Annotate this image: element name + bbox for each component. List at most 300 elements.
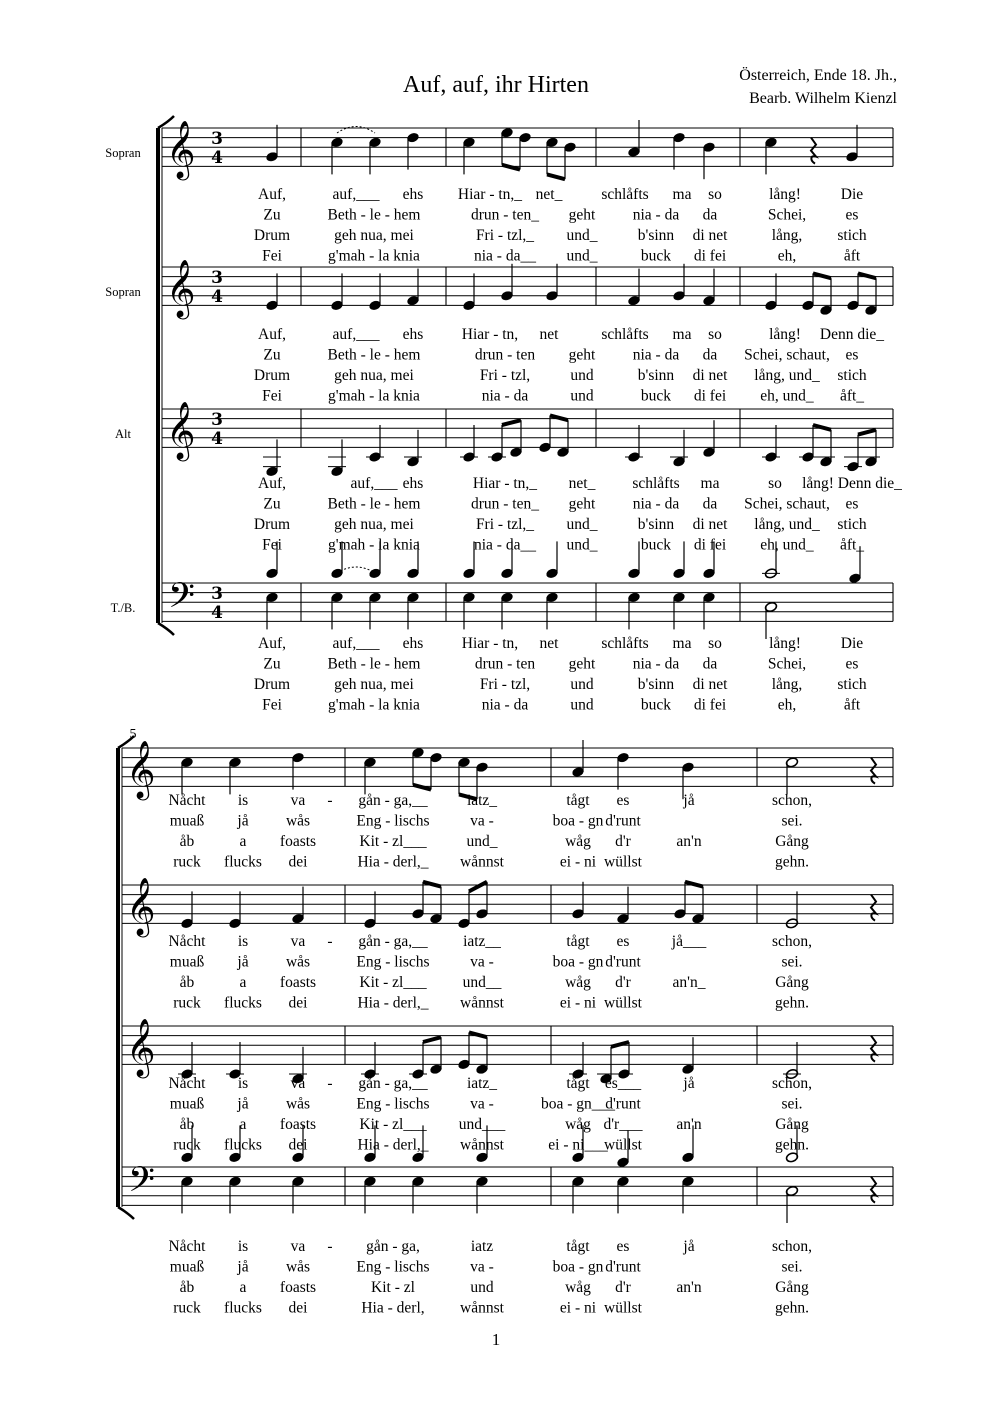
alto-note	[819, 430, 832, 468]
lyric: buck	[640, 696, 672, 714]
soprano2-note	[702, 269, 715, 307]
lyric: geh nua, mei	[334, 367, 414, 384]
lyric: stich	[837, 516, 867, 533]
soprano2-note	[571, 882, 584, 920]
lyric: va -	[470, 1258, 494, 1276]
lyric: Eng - lischs	[356, 953, 430, 971]
lyric: boa - gn	[552, 953, 604, 971]
lyric: d'runt	[605, 812, 641, 830]
bracket-bottom	[158, 623, 174, 635]
lyric: schlåfts	[601, 635, 649, 652]
soprano1-note	[571, 740, 584, 778]
lyric: Nåcht	[168, 1075, 206, 1092]
alto-note	[702, 420, 715, 458]
lyric: di net	[692, 516, 728, 533]
bass-note	[330, 592, 343, 630]
lyric: geht	[568, 495, 596, 513]
lyric: sei.	[781, 812, 803, 830]
lyric: dei	[288, 1136, 308, 1154]
beam	[469, 1032, 487, 1037]
alto-note	[556, 420, 569, 458]
beam	[813, 273, 831, 278]
lyric: tågt	[566, 1238, 590, 1255]
lyric: auf,___	[332, 326, 380, 343]
lyric: a	[239, 1116, 247, 1133]
soprano2-note	[864, 278, 877, 316]
tenor-note	[545, 541, 558, 579]
page-number: 1	[491, 1330, 501, 1349]
tenor-note	[672, 541, 685, 579]
lyric: Eng - lischs	[356, 812, 430, 830]
lyric: Hia - derl,_	[357, 853, 429, 871]
bass-note	[462, 592, 475, 630]
soprano1-note	[429, 752, 442, 790]
lyric: ma	[700, 475, 720, 492]
lyric: gehn.	[774, 1299, 810, 1317]
lyric: und__	[462, 974, 502, 991]
bass-note	[500, 592, 513, 630]
soprano1-note	[500, 127, 513, 165]
lyric: stich	[837, 676, 867, 693]
lyric: schon,	[771, 792, 813, 809]
voice-name: Alt	[115, 427, 131, 441]
soprano2-note	[228, 891, 241, 929]
beam	[502, 165, 520, 170]
lyric: lång!	[769, 635, 801, 652]
lyric: is	[237, 792, 249, 809]
lyric: Auf,	[258, 326, 286, 343]
lyric: und	[470, 1279, 494, 1296]
lyric: wånnst	[460, 1136, 504, 1154]
lyric: und_	[566, 227, 598, 244]
lyric: gån - ga,__	[358, 933, 428, 950]
treble-clef: 𝄞	[166, 401, 196, 459]
time-signature-bottom: 4	[211, 148, 223, 168]
lyric: stich	[837, 227, 867, 244]
lyric: da	[702, 346, 718, 364]
beam	[685, 882, 703, 887]
lyric: Hiar - tn,_	[457, 186, 523, 203]
lyric: muaß	[169, 812, 205, 830]
lyric: jå	[237, 812, 249, 830]
soprano2-note	[801, 273, 814, 311]
lyric: Drum	[253, 676, 291, 693]
lyric: schon,	[771, 1238, 813, 1255]
lyric: Zu	[263, 346, 281, 364]
time-signature-top: 3	[211, 584, 223, 604]
lyric: geht	[568, 206, 596, 224]
lyric: wåg	[565, 1279, 591, 1296]
lyric: di net	[692, 227, 728, 244]
lyric: jå	[237, 1258, 249, 1276]
lyric: di net	[692, 367, 728, 384]
lyric: ma	[672, 186, 692, 203]
soprano2-note	[672, 264, 685, 302]
soprano1-note	[545, 137, 558, 175]
lyric: Nåcht	[168, 792, 206, 809]
alto-note	[681, 1037, 694, 1075]
lyric: g'mah - la knia	[328, 696, 420, 714]
lyric: und_	[566, 516, 598, 533]
lyric: is	[237, 1238, 249, 1255]
treble-clef: 𝄞	[126, 1018, 156, 1076]
lyric: net	[539, 635, 559, 652]
page-title: Auf, auf, ihr Hirten	[403, 72, 589, 98]
lyric: iatz_	[466, 1075, 498, 1092]
lyric: ruck	[173, 1136, 201, 1154]
bass-note	[265, 592, 278, 630]
lyric: Gång	[775, 974, 809, 991]
lyric: Beth - le - hem	[327, 655, 421, 673]
soprano1-note	[672, 132, 685, 170]
time-signature-top: 3	[211, 410, 223, 430]
alto-note	[538, 415, 551, 453]
tenor-note	[627, 541, 640, 579]
lyric: muaß	[169, 1095, 205, 1113]
lyric: ruck	[173, 853, 201, 871]
lyric: Fei	[262, 247, 282, 265]
bass-half-note	[764, 601, 777, 639]
lyric: Kit - zl___	[359, 833, 427, 850]
bass-note	[363, 1176, 376, 1214]
lyric: wånnst	[460, 994, 504, 1012]
lyric: eh, und_	[760, 536, 814, 554]
lyric: Fri - tzl,_	[475, 227, 535, 244]
lyric: boa - gn	[552, 1258, 604, 1276]
lyric: Die	[840, 635, 864, 652]
alto-note	[509, 420, 522, 458]
treble-clef: 𝄞	[166, 120, 196, 178]
lyric: Hia - derl,	[361, 1299, 425, 1317]
lyric: foasts	[279, 974, 317, 991]
alto-note	[429, 1037, 442, 1075]
bass-note	[616, 1176, 629, 1214]
lyric: b'sinn	[637, 516, 675, 533]
composer-line-2: Bearb. Wilhelm Kienzl	[749, 90, 897, 107]
lyric: va	[290, 933, 306, 950]
lyric: Auf,	[258, 475, 286, 492]
lyric: lång,	[771, 227, 803, 244]
beam	[413, 785, 431, 790]
lyric: geh nua, mei	[334, 516, 414, 533]
lyric: Beth - le - hem	[327, 495, 421, 513]
lyric: muaß	[169, 1258, 205, 1276]
lyric: sei.	[781, 1258, 803, 1276]
lyric: jå	[237, 1095, 249, 1113]
lyric: Fei	[262, 387, 282, 405]
lyric: -	[327, 933, 333, 950]
lyric: da	[702, 495, 718, 513]
soprano2-note	[180, 891, 193, 929]
soprano2-note	[500, 264, 513, 302]
lyric: Schei, schaut,	[744, 346, 830, 364]
lyric: -	[327, 1075, 333, 1092]
lyric: buck	[640, 387, 672, 405]
lyric: da	[702, 655, 718, 673]
lyric: di fei	[693, 247, 727, 265]
time-signature-top: 3	[211, 129, 223, 149]
lyric: åb	[179, 1279, 195, 1296]
lyric: ei - ni	[559, 1299, 597, 1317]
lyric: va	[290, 1075, 306, 1092]
lyric: Zu	[263, 495, 281, 513]
lyric: tågt	[566, 933, 590, 950]
lyric: gehn.	[774, 994, 810, 1012]
lyric: di fei	[693, 696, 727, 714]
alto-note	[265, 439, 278, 477]
quarter-rest	[871, 758, 876, 784]
lyric: Kit - zl___	[359, 974, 427, 991]
soprano2-note	[411, 882, 424, 920]
lyric: Nåcht	[168, 933, 206, 950]
lyric: net_	[535, 186, 563, 203]
bass-note	[702, 592, 715, 630]
bass-note	[672, 592, 685, 630]
soprano2-note	[691, 887, 704, 925]
lyric: wånnst	[460, 853, 504, 871]
lyric: dei	[288, 1299, 308, 1317]
time-signature-bottom: 4	[211, 603, 223, 623]
lyric: b'sinn	[637, 367, 675, 384]
treble-clef: 𝄞	[126, 877, 156, 935]
lyric: so	[708, 186, 722, 203]
lyric: Hiar - tn,	[461, 635, 519, 652]
lyric: und_	[566, 247, 598, 265]
lyric: ma	[672, 326, 692, 343]
lyric: so	[768, 475, 782, 492]
lyric: di fei	[693, 387, 727, 405]
lyric: Fri - tzl,_	[475, 516, 535, 533]
lyric: Fri - tzl,	[479, 367, 531, 384]
soprano1-note	[330, 137, 343, 175]
lyric: boa - gn___	[540, 1095, 616, 1113]
soprano1-note	[457, 757, 470, 795]
lyric: Zu	[263, 206, 281, 224]
lyric: åft_	[839, 387, 865, 405]
alto-note	[864, 430, 877, 468]
lyric: Gång	[775, 833, 809, 850]
voice-name: Sopran	[105, 146, 141, 160]
soprano1-note	[368, 137, 381, 175]
lyric: nia - da	[481, 387, 529, 405]
soprano2-note	[545, 264, 558, 302]
voice-name: Sopran	[105, 285, 141, 299]
soprano1-note	[764, 137, 777, 175]
lyric: und	[570, 367, 594, 384]
lyric: åb	[179, 974, 195, 991]
lyric: schlåfts	[601, 186, 649, 203]
bass-note	[228, 1176, 241, 1214]
soprano2-note	[368, 273, 381, 311]
lyric: -	[327, 792, 333, 809]
lyric: ehs	[402, 326, 424, 343]
treble-clef: 𝄞	[166, 259, 196, 317]
lyric: gehn.	[774, 1136, 810, 1154]
soprano1-note	[563, 142, 576, 180]
lyric: b'sinn	[637, 676, 675, 693]
lyric: iatz__	[463, 933, 501, 950]
soprano2-note	[429, 887, 442, 925]
lyric: nia - da	[632, 206, 680, 224]
lyric: dei	[288, 853, 308, 871]
lyric: wüllst	[604, 994, 642, 1012]
soprano1-note	[518, 132, 531, 170]
lyric: d'runt	[605, 1095, 641, 1113]
bass-note	[571, 1176, 584, 1214]
lyric: d'r	[615, 833, 631, 850]
beam	[858, 273, 876, 278]
bass-note	[291, 1176, 304, 1214]
lyric: an'n	[676, 1279, 702, 1296]
lyric: Eng - lischs	[356, 1258, 430, 1276]
lyric: Auf,	[258, 635, 286, 652]
lyric: boa - gn	[552, 812, 604, 830]
quarter-rest	[871, 1036, 876, 1062]
lyric: und___	[458, 1116, 506, 1133]
lyric: d'r	[615, 974, 631, 991]
lyric: d'runt	[605, 1258, 641, 1276]
quarter-rest	[811, 138, 816, 164]
lyric: wüllst	[604, 1299, 642, 1317]
lyric: gån - ga,	[366, 1238, 420, 1255]
lyric: tågt	[566, 792, 590, 809]
lyric: is	[237, 933, 249, 950]
lyric: gån - ga,__	[358, 1075, 428, 1092]
lyric: ei - ni___	[548, 1136, 608, 1154]
lyric: ma	[672, 635, 692, 652]
soprano2-note	[363, 891, 376, 929]
soprano2-note	[457, 891, 470, 929]
soprano1-note	[291, 752, 304, 790]
lyric: foasts	[279, 1116, 317, 1133]
lyric: Gång	[775, 1116, 809, 1133]
time-signature-bottom: 4	[211, 429, 223, 449]
soprano2-note	[406, 269, 419, 307]
soprano1-note	[616, 752, 629, 790]
lyric: net	[539, 326, 559, 343]
lyric: an'n	[676, 1116, 702, 1133]
soprano1-note	[363, 757, 376, 795]
lyric: nia - da__	[474, 536, 536, 554]
lyric: a	[239, 833, 247, 850]
bass-clef: 𝄢	[128, 1159, 156, 1208]
lyric: va -	[470, 812, 494, 830]
lyric: Kit - zl	[371, 1279, 415, 1296]
beam	[858, 430, 876, 435]
lyric: foasts	[279, 1279, 317, 1296]
lyric: wås	[285, 1095, 311, 1113]
lyric: wås	[285, 1258, 311, 1276]
lyric: -	[327, 1238, 333, 1255]
lyric: g'mah - la knia	[328, 387, 420, 405]
soprano2-note	[673, 882, 686, 920]
beam	[611, 1042, 629, 1047]
lyric: Beth - le - hem	[327, 346, 421, 364]
lyric: Hiar - tn,_	[472, 475, 538, 492]
lyric: es	[616, 1238, 630, 1255]
bass-note	[180, 1176, 193, 1214]
lyric: Schei,	[767, 206, 807, 224]
lyric: schon,	[771, 1075, 813, 1092]
lyric: lång, und_	[754, 516, 820, 533]
slur	[337, 567, 375, 573]
lyric: Auf,	[258, 186, 286, 203]
beam	[547, 174, 565, 179]
lyric: eh,	[777, 247, 797, 265]
lyric: muaß	[169, 953, 205, 971]
lyric: b'sinn	[637, 227, 675, 244]
lyric: flucks	[224, 853, 262, 871]
lyric: und	[570, 387, 594, 405]
lyric: lång!	[769, 326, 801, 343]
lyric: buck	[640, 536, 672, 554]
lyric: ei - ni	[559, 994, 597, 1012]
lyric: wåg	[565, 974, 591, 991]
quarter-rest	[871, 895, 876, 921]
bracket-bottom	[118, 1207, 134, 1219]
composer-line-1: Österreich, Ende 18. Jh.,	[739, 67, 897, 84]
lyric: is	[237, 1075, 249, 1092]
time-signature-bottom: 4	[211, 287, 223, 307]
lyric: va	[290, 1238, 306, 1255]
lyric: sei.	[781, 1095, 803, 1113]
lyric: wås	[285, 953, 311, 971]
alto-note	[672, 430, 685, 468]
alto-note	[457, 1032, 470, 1070]
lyric: drun - ten_	[470, 206, 540, 224]
lyric: auf,___	[332, 635, 380, 652]
lyric: lång! Denn die_	[802, 475, 902, 492]
lyric: wüllst	[604, 1136, 642, 1154]
voice-name: T./B.	[110, 601, 136, 615]
lyric: nia - da	[632, 346, 680, 364]
lyric: iatz_	[466, 792, 498, 809]
bass-half-note	[785, 1185, 798, 1223]
lyric: Drum	[253, 516, 291, 533]
treble-clef: 𝄞	[126, 740, 156, 798]
soprano1-note	[228, 757, 241, 795]
beam	[423, 1037, 441, 1042]
soprano2-note	[265, 273, 278, 311]
beam	[423, 882, 441, 887]
lyric: Schei, schaut,	[744, 495, 830, 513]
soprano2-note	[627, 269, 640, 307]
lyric: flucks	[224, 994, 262, 1012]
quarter-rest	[871, 1177, 876, 1203]
lyric: wåg	[565, 833, 591, 850]
beam	[502, 420, 521, 425]
lyric: foasts	[279, 833, 317, 850]
lyric: drun - ten	[474, 346, 536, 364]
lyric: a	[239, 974, 247, 991]
lyric: es	[845, 495, 859, 513]
lyric: stich	[837, 367, 867, 384]
beam	[813, 425, 831, 430]
lyric: Denn die_	[819, 326, 885, 343]
lyric: ehs	[402, 186, 424, 203]
lyric: eh, und_	[760, 387, 814, 405]
lyric: geht	[568, 346, 596, 364]
lyric: und	[570, 676, 594, 693]
lyric: di fei	[693, 536, 727, 554]
bass-note	[545, 592, 558, 630]
bass-note	[681, 1176, 694, 1214]
lyric: nia - da	[481, 696, 529, 714]
lyric: nia - da	[632, 655, 680, 673]
lyric: Hiar - tn,	[461, 326, 519, 343]
lyric: ei - ni	[559, 853, 597, 871]
bass-note	[406, 592, 419, 630]
